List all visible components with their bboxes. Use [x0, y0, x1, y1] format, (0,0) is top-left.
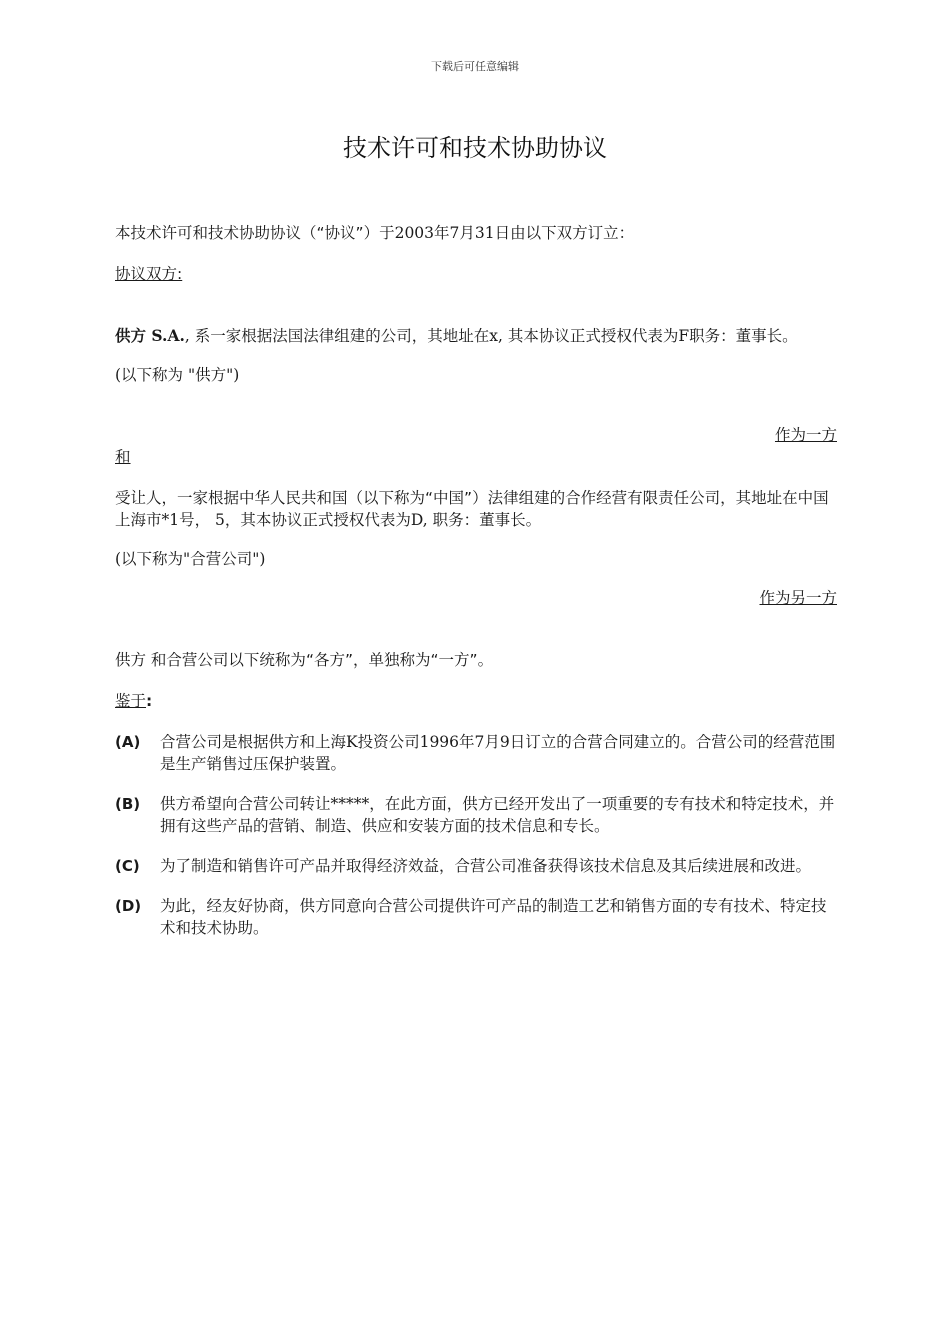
recital-label: (B): [115, 795, 141, 813]
recital-item: [115, 895, 837, 939]
licensee-name: 受让人: [115, 489, 162, 507]
recital-label: (A): [115, 733, 141, 751]
supplier-alias-term: 供方: [195, 366, 227, 384]
collective-term-parties: “各方”: [305, 651, 353, 669]
document-body: [115, 222, 837, 939]
licensee-alias-term: 合营公司: [190, 550, 253, 568]
intro-term-agreement: “协议”: [316, 224, 364, 242]
intro-paragraph: [115, 222, 837, 244]
licensee-desc-1: ，一家根据中华人民共和国（以下称为: [161, 489, 426, 507]
recital-text: 为了制造和销售许可产品并取得经济效益，合营公司准备获得该技术信息及其后续进展和改进。: [160, 857, 812, 875]
licensee-alias: [115, 548, 837, 570]
as-one-party: 作为一方: [774, 426, 837, 444]
page-header-note: 下载后可任意编辑: [431, 60, 519, 73]
recital-item: [115, 793, 837, 837]
licensee-term-china: “中国”: [425, 489, 473, 507]
collective-term-party: “一方”: [430, 651, 478, 669]
recital-text: 为此，经友好协商，供方同意向合营公司提供许可产品的制造工艺和销售方面的专有技术、特定技术和技术协助。: [160, 897, 827, 937]
licensee-alias-pre: (以下称为": [115, 550, 191, 568]
supplier-name-en: S.A.: [146, 326, 185, 345]
as-other-party: 作为另一方: [759, 589, 837, 607]
supplier-alias-post: "): [226, 366, 240, 384]
supplier-name-cn: 供方: [115, 327, 147, 345]
whereas-heading: [115, 690, 837, 712]
recital-label: (D): [115, 897, 142, 915]
licensee-paragraph: [115, 487, 837, 531]
collective-mid: ，单独称为: [353, 651, 431, 669]
recital-text: 合营公司是根据供方和上海K投资公司1996年7月9日订立的合营合同建立的。合营公司的经营范围是生产销售过压保护装置。: [160, 733, 836, 773]
recital-item: [115, 855, 837, 877]
whereas-heading-text: 鉴于: [115, 692, 147, 710]
collective-post: 。: [477, 651, 494, 669]
recitals-list: [115, 731, 837, 939]
licensee-desc-2: ）法律组建的合作经营有限责任公司，其地址在中国上海市*1号， 5，其本协议正式授权代表为D, 职务：董事长。: [115, 489, 829, 529]
intro-text-pre: 本技术许可和技术协助协议（: [115, 224, 317, 242]
licensee-alias-post: "): [252, 550, 266, 568]
collective-pre: 供方 和合营公司以下统称为: [115, 651, 306, 669]
recital-label: (C): [115, 857, 140, 875]
and-label: 和: [115, 448, 131, 466]
document-title: 技术许可和技术协助协议: [343, 134, 607, 162]
parties-heading: 协议双方:: [115, 265, 183, 283]
whereas-colon: :: [146, 692, 153, 710]
supplier-alias-pre: (以下称为 ": [115, 366, 196, 384]
recital-text: 供方希望向合营公司转让*****，在此方面，供方已经开发出了一项重要的专有技术和特定技术，并拥有这些产品的营销、制造、供应和安装方面的技术信息和专长。: [160, 795, 835, 835]
collective-paragraph: [115, 649, 837, 671]
supplier-description: , 系一家根据法国法律组建的公司，其地址在x, 其本协议正式授权代表为F职务：董事长。: [184, 327, 798, 345]
supplier-alias: [115, 364, 837, 386]
intro-text-post: ）于2003年7月31日由以下双方订立：: [363, 224, 635, 242]
supplier-paragraph: [115, 325, 837, 347]
recital-item: [115, 731, 837, 775]
